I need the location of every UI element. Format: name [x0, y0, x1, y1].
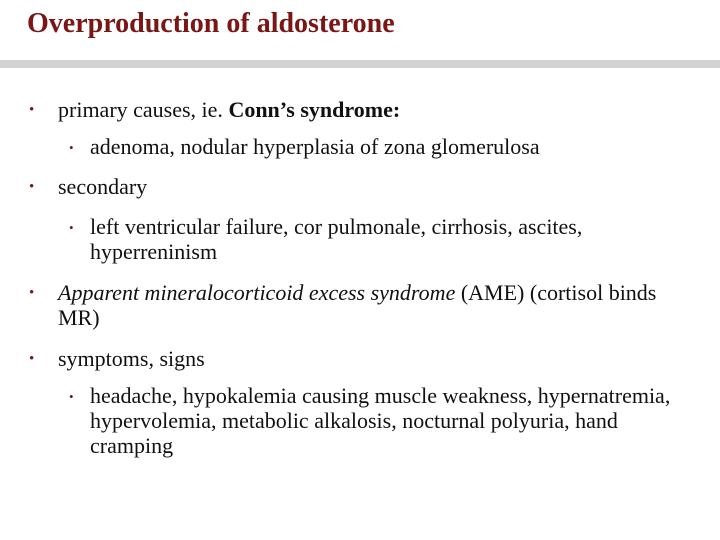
- bullet-text: primary causes, ie.: [58, 97, 229, 122]
- subbullet-symptoms-list: [0, 383, 690, 458]
- bullet-secondary: [0, 174, 698, 199]
- bullet-icon: •: [69, 140, 74, 155]
- bullet-icon: •: [29, 102, 35, 118]
- bullet-text: headache, hypokalemia causing muscle weakness, hypernatremia, hypervolemia, metabolic alkalosis, nocturnal polyuria, hand cramping: [90, 383, 671, 458]
- bullet-icon: •: [29, 351, 35, 367]
- subbullet-secondary-causes: [0, 214, 690, 264]
- bullet-text: (AME) (cortisol binds MR): [58, 280, 657, 330]
- bullet-icon: •: [69, 389, 74, 404]
- bullet-icon: •: [29, 285, 35, 301]
- bullet-text: symptoms, signs: [58, 346, 205, 371]
- bullet-primary-causes: [0, 97, 698, 122]
- subbullet-adenoma: [0, 134, 690, 159]
- bullet-ame: [0, 280, 698, 330]
- bullet-text: adenoma, nodular hyperplasia of zona glomerulosa: [90, 134, 540, 159]
- bullet-symptoms: [0, 346, 698, 371]
- bullet-text-bold: Conn’s syndrome:: [228, 97, 401, 122]
- bullet-text-italic: Apparent mineralocorticoid excess syndrome: [58, 280, 456, 305]
- bullet-icon: •: [29, 179, 35, 195]
- bullet-text: left ventricular failure, cor pulmonale, cirrhosis, ascites, hyperreninism: [90, 214, 583, 264]
- title-divider: [0, 60, 720, 68]
- slide-title: Overproduction of aldosterone: [27, 8, 395, 39]
- bullet-list: [0, 97, 720, 458]
- bullet-text: secondary: [58, 174, 148, 199]
- bullet-icon: •: [69, 220, 74, 235]
